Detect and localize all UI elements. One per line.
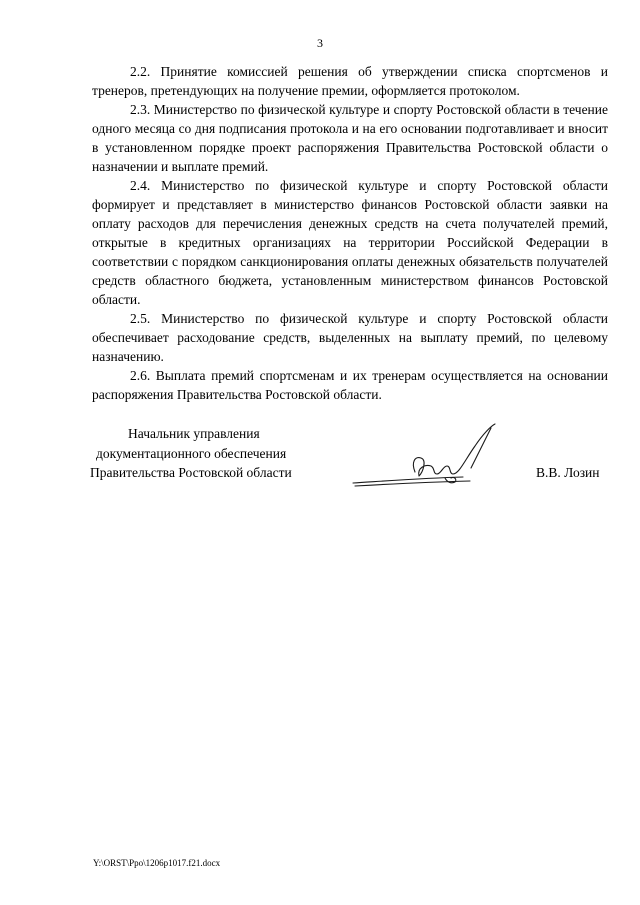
paragraph-2-3: 2.3. Министерство по физической культуре и спорту Ростовской области в течение одного месяца со дня подписания протокола и на его основании подготавливает и вносит в установленном порядке проект распоряжения Правительства Ростовской области о назначении и выплате премий. — [92, 102, 608, 174]
position-line-1: Начальник управления — [128, 426, 260, 441]
document-body — [92, 62, 608, 404]
signatory-position — [90, 424, 292, 483]
position-line-3: Правительства Ростовской области — [90, 465, 292, 480]
paragraph-2-4: 2.4. Министерство по физической культуре и спорту Ростовской области формирует и представляет в министерство финансов Ростовской области заявки на оплату расходов для перечисления денежных средств на счета получателей премий, открытые в кредитных организациях на территории Российской Федерации в соответствии с порядком санкционирования оплаты денежных обязательств получателей средств областного бюджета, установленным министерством финансов Ростовской области. — [92, 178, 608, 307]
page-number: 3 — [317, 36, 323, 50]
paragraph-2-2: 2.2. Принятие комиссией решения об утверждении списка спортсменов и тренеров, претендующих на получение премии, оформляется протоколом. — [92, 64, 608, 98]
paragraph-2-6: 2.6. Выплата премий спортсменам и их тренерам осуществляется на основании распоряжения Правительства Ростовской области. — [92, 368, 608, 402]
file-path: Y:\ORST\Ppo\1206p1017.f21.docx — [93, 858, 221, 868]
handwritten-signature — [345, 420, 505, 492]
paragraph-2-5: 2.5. Министерство по физической культуре и спорту Ростовской области обеспечивает расходование средств, выделенных на выплату премий, по целевому назначению. — [92, 311, 608, 364]
signatory-name: В.В. Лозин — [536, 465, 600, 480]
position-line-2: документационного обеспечения — [96, 445, 287, 461]
